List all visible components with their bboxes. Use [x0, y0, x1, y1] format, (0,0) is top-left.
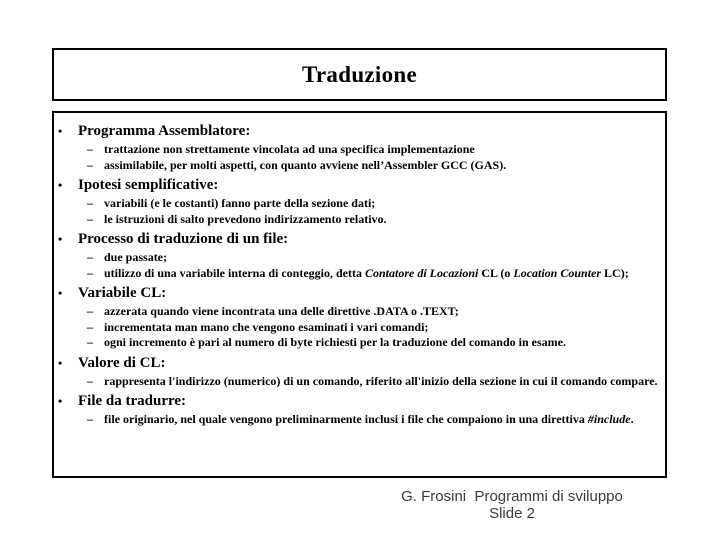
dash-icon: –	[87, 211, 93, 226]
slide-content-box	[52, 111, 667, 478]
group-heading-label: Programma Assemblatore:	[78, 123, 251, 139]
slide-footer	[342, 488, 682, 522]
page-title: Traduzione	[301, 61, 418, 87]
sub-bullet-text	[104, 250, 661, 266]
text-segment: utilizzo di una variabile interna di conteggio, detta	[104, 265, 365, 280]
group-heading	[54, 354, 661, 373]
text-segment: variabili (e le costanti) fanno parte della sezione dati;	[104, 196, 376, 210]
group-heading-label: Valore di CL:	[78, 354, 166, 371]
text-segment: Contatore di Locazioni	[365, 265, 479, 280]
footer-author-course: G. Frosini Programmi di sviluppo	[401, 488, 623, 505]
text-segment: le istruzioni di salto prevedono indirizzamento relativo.	[104, 211, 387, 226]
sub-bullet-text	[104, 212, 661, 228]
dash-icon: –	[87, 265, 93, 280]
dash-icon: –	[87, 319, 93, 334]
footer-slide-number: Slide 2	[489, 505, 535, 522]
group-heading-label: Variabile CL:	[78, 285, 167, 301]
text-segment: incrementata man mano che vengono esaminati i vari comandi;	[104, 319, 429, 334]
dash-icon: –	[87, 412, 93, 426]
sub-bullet-row	[54, 196, 661, 212]
sub-bullet-text	[104, 196, 661, 212]
sub-bullet-text	[104, 142, 661, 158]
text-segment: Location Counter	[513, 265, 602, 280]
sub-bullet-text	[104, 304, 661, 320]
text-segment: trattazione non strettamente vincolata ad una specifica implementazione	[104, 142, 475, 156]
dash-icon: –	[87, 304, 93, 318]
group-heading	[54, 392, 661, 411]
sub-bullet-text	[104, 335, 661, 351]
sub-bullet-row	[54, 320, 661, 336]
group-heading	[54, 230, 661, 249]
sub-bullet-row	[54, 412, 661, 428]
dash-icon: –	[87, 335, 93, 349]
dash-icon: –	[87, 157, 93, 172]
group-heading	[54, 122, 661, 141]
bullet-icon: •	[58, 178, 63, 192]
text-segment: azzerata quando viene incontrata una delle direttive .DATA o .TEXT;	[104, 304, 459, 318]
text-segment: ogni incremento è pari al numero di byte richiesti per la traduzione del comando in esame.	[104, 335, 566, 349]
sub-bullet-text	[104, 266, 661, 282]
dash-icon: –	[87, 196, 93, 210]
bullet-list	[54, 122, 661, 428]
sub-bullet-text	[104, 412, 661, 428]
sub-bullet-text	[104, 374, 661, 390]
text-segment: .	[630, 412, 634, 426]
text-segment: assimilabile, per molti aspetti, con quanto avviene nell’Assembler GCC (GAS).	[104, 157, 507, 172]
text-segment: rappresenta l'indirizzo (numerico) di un comando, riferito all'inizio della sezione in cui il comando compare.	[104, 373, 658, 388]
group-heading-label: Processo di traduzione di un file:	[78, 231, 289, 247]
sub-bullet-row	[54, 250, 661, 266]
sub-bullet-text	[104, 320, 661, 336]
text-segment: due passate;	[104, 250, 168, 264]
text-segment: file originario, nel quale vengono preliminarmente inclusi i file che compaiono in una direttiva	[104, 412, 588, 426]
sub-bullet-row	[54, 266, 661, 282]
text-segment: LC);	[601, 265, 629, 280]
dash-icon: –	[87, 142, 93, 156]
text-segment: #include	[587, 412, 631, 426]
group-heading-label: File da tradurre:	[78, 393, 187, 409]
bullet-icon: •	[58, 286, 63, 300]
slide-title-box	[52, 48, 667, 101]
group-heading-label: Ipotesi semplificative:	[78, 177, 219, 193]
group-heading	[54, 176, 661, 195]
dash-icon: –	[87, 250, 93, 264]
bullet-icon: •	[58, 232, 63, 246]
sub-bullet-row	[54, 142, 661, 158]
bullet-icon: •	[58, 355, 63, 370]
sub-bullet-row	[54, 335, 661, 351]
sub-bullet-row	[54, 158, 661, 174]
sub-bullet-row	[54, 212, 661, 228]
sub-bullet-row	[54, 304, 661, 320]
sub-bullet-text	[104, 158, 661, 174]
group-heading	[54, 284, 661, 303]
dash-icon: –	[87, 373, 93, 388]
bullet-icon: •	[58, 124, 63, 138]
text-segment: CL (o	[478, 265, 514, 280]
bullet-icon: •	[58, 394, 63, 408]
sub-bullet-row	[54, 374, 661, 390]
